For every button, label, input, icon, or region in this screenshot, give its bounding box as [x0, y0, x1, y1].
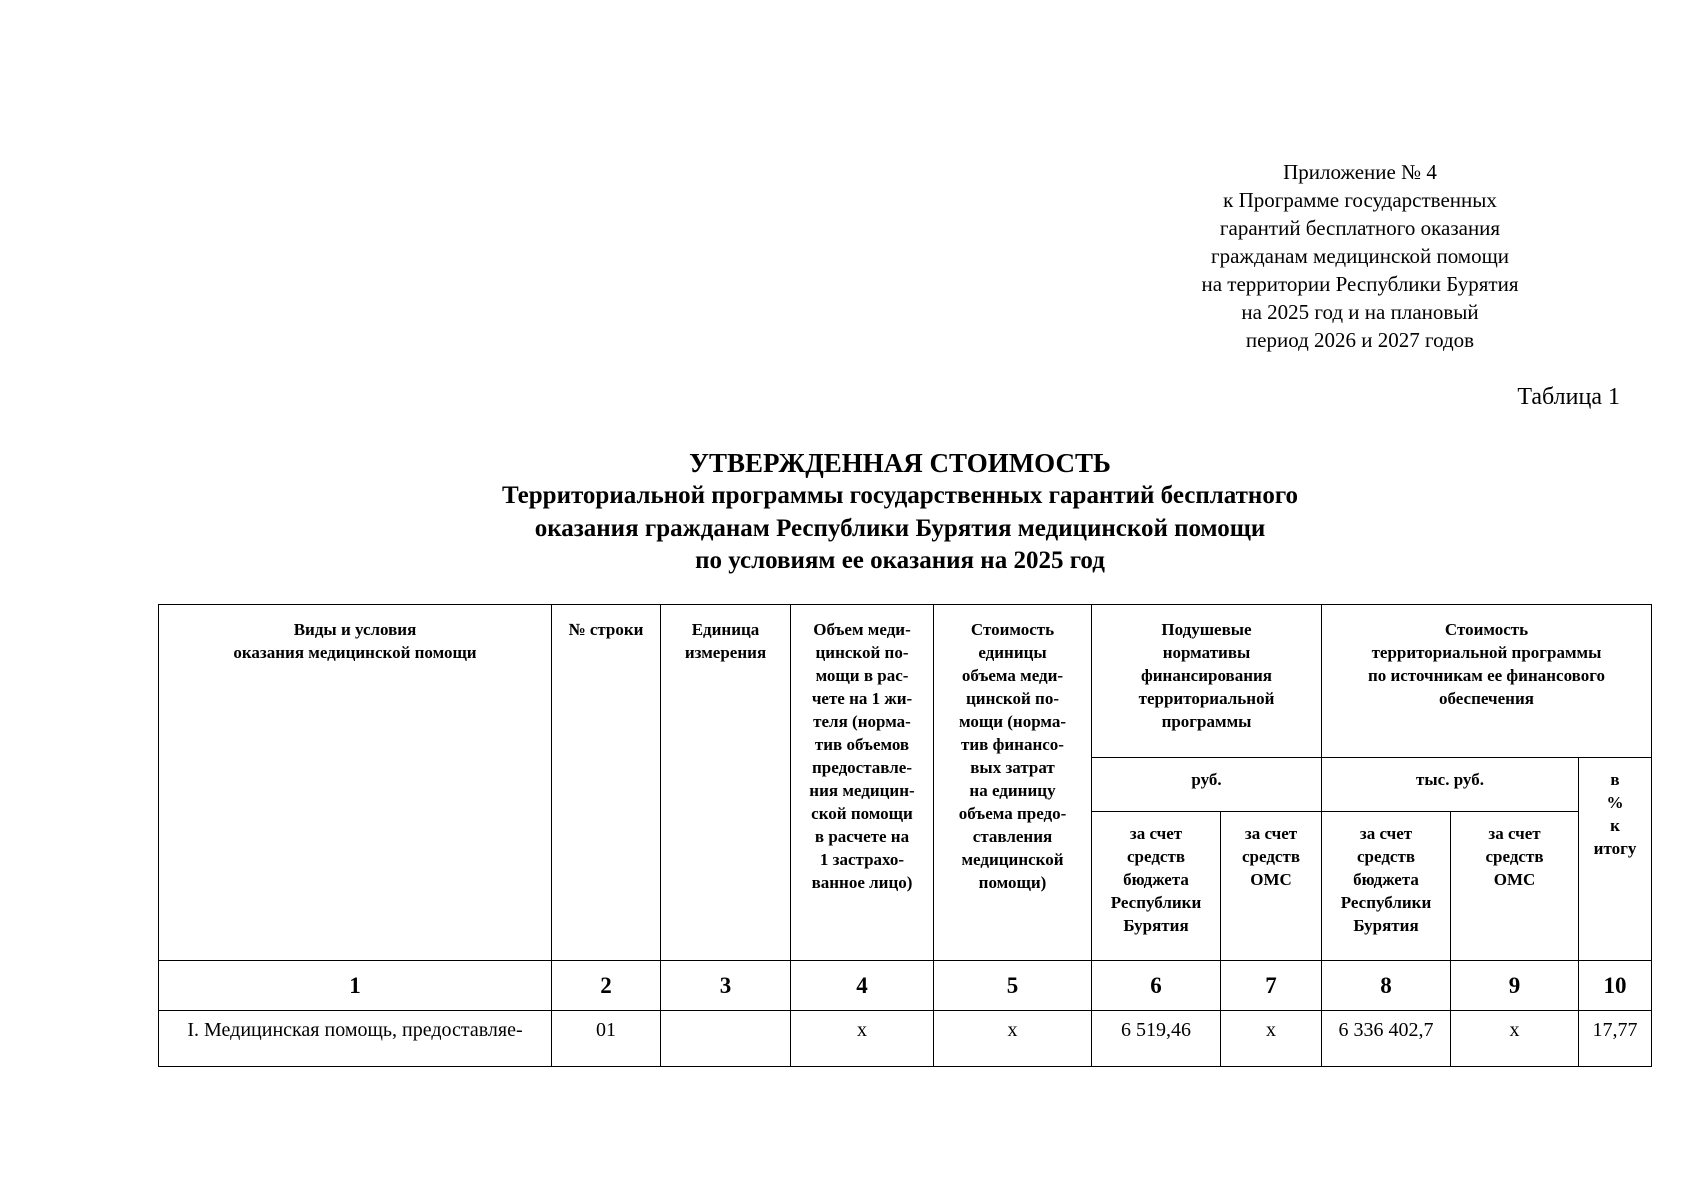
header-text-line: за счет [1129, 824, 1183, 843]
header-text-line: оказания медицинской помощи [233, 643, 477, 662]
column-number: 1 [159, 961, 552, 1011]
row-unit [661, 1011, 791, 1067]
header-text-line: за счет [1488, 824, 1541, 843]
row-volume: х [791, 1011, 934, 1067]
header-text-line: на единицу [969, 781, 1056, 800]
row-unit-cost: х [934, 1011, 1092, 1067]
header-text-line: Подушевые [1161, 620, 1252, 639]
header-unit [661, 605, 791, 961]
header-text-line: средств [1127, 847, 1185, 866]
header-text-line: № строки [568, 620, 644, 639]
header-text-line: бюджета [1353, 870, 1419, 889]
header-text-line: средств [1485, 847, 1544, 866]
table-label: Таблица 1 [1517, 384, 1620, 410]
title-line: Территориальной программы государственных гарантий бесплатного [501, 482, 1299, 509]
header-cost-group [1322, 605, 1652, 758]
header-text-line: ской помощи [811, 804, 913, 823]
header-text-line: чете на 1 жи- [811, 689, 913, 708]
row-name: I. Медицинская помощь, предоставляе- [159, 1011, 552, 1067]
header-text-line: территориальной [1138, 689, 1275, 708]
header-unit-cost [934, 605, 1092, 961]
header-cost-oms [1451, 812, 1579, 961]
header-text-line: территориальной программы [1371, 643, 1602, 662]
header-text-line: Республики [1340, 893, 1432, 912]
title-line: по условиям ее оказания на 2025 год [695, 547, 1105, 574]
header-text-line: мощи в рас- [815, 666, 909, 685]
header-text-line: объема меди- [961, 666, 1064, 685]
header-per-capita-group [1092, 605, 1322, 758]
header-text-line: помощи) [978, 873, 1047, 892]
header-text-line: средств [1357, 847, 1415, 866]
header-text-line: ОМС [1493, 870, 1536, 889]
document-title [150, 446, 1650, 578]
header-text-line: итогу [1593, 839, 1637, 858]
header-text-line: Стоимость [1444, 620, 1529, 639]
header-text-line: медицинской [961, 850, 1064, 869]
header-text-line: Республики [1110, 893, 1202, 912]
appendix-line: на территории Республики Бурятия [1201, 272, 1519, 296]
header-percapita-oms [1221, 812, 1322, 961]
header-text-line: тив финансо- [961, 735, 1064, 754]
appendix-line: на 2025 год и на плановый [1241, 300, 1479, 324]
header-text-line: тив объемов [814, 735, 910, 754]
header-text-line: Бурятия [1353, 916, 1419, 935]
title-main: УТВЕРЖДЕННАЯ СТОИМОСТЬ [689, 448, 1111, 478]
header-volume [791, 605, 934, 961]
header-text-line: Стоимость [970, 620, 1055, 639]
title-line: оказания гражданам Республики Бурятия медицинской помощи [534, 514, 1266, 542]
header-text-line: ния медицин- [809, 781, 915, 800]
row-percapita-oms: х [1221, 1011, 1322, 1067]
header-text-line: к [1610, 816, 1620, 835]
column-number: 8 [1322, 961, 1451, 1011]
header-row-number [552, 605, 661, 961]
appendix-line: гражданам медицинской помощи [1211, 244, 1509, 268]
appendix-line: период 2026 и 2027 годов [1245, 328, 1475, 352]
header-text-line: мощи (норма- [958, 712, 1067, 731]
header-text-line: измерения [684, 643, 767, 662]
header-text-line: Единица [691, 620, 760, 639]
column-number: 2 [552, 961, 661, 1011]
header-unit-thous-rub: тыс. руб. [1322, 758, 1579, 812]
header-text-line: в [1610, 770, 1620, 789]
row-percapita-budget: 6 519,46 [1092, 1011, 1221, 1067]
column-number: 6 [1092, 961, 1221, 1011]
header-text-line: обеспечения [1439, 689, 1534, 708]
header-text-line: объема предо- [958, 804, 1067, 823]
row-cost-budget: 6 336 402,7 [1322, 1011, 1451, 1067]
header-text-line: Виды и условия [293, 620, 417, 639]
header-text-line: нормативы [1162, 643, 1251, 662]
appendix-line: Приложение № 4 [1283, 160, 1437, 184]
column-number: 5 [934, 961, 1092, 1011]
table-row [159, 1011, 1652, 1067]
header-text-line: предоставле- [812, 758, 912, 777]
cost-table [158, 604, 1652, 1067]
appendix-line: к Программе государственных [1223, 188, 1497, 212]
header-unit-rub: руб. [1092, 758, 1322, 812]
column-number: 10 [1579, 961, 1652, 1011]
header-text-line: программы [1161, 712, 1252, 731]
header-text-line: бюджета [1123, 870, 1189, 889]
column-number: 3 [661, 961, 791, 1011]
header-text-line: цинской по- [815, 643, 909, 662]
appendix-block [1150, 158, 1570, 354]
header-cost-budget [1322, 812, 1451, 961]
header-text-line: ОМС [1250, 870, 1292, 889]
header-text-line: Объем меди- [813, 620, 911, 639]
header-text-line: Бурятия [1123, 916, 1189, 935]
column-numbers-row [159, 961, 1652, 1011]
header-percent-of-total [1579, 758, 1652, 961]
header-text-line: цинской по- [965, 689, 1059, 708]
header-text-line: 1 застрахо- [819, 850, 905, 869]
row-cost-oms: х [1451, 1011, 1579, 1067]
column-number: 9 [1451, 961, 1579, 1011]
header-text-line: вых затрат [970, 758, 1055, 777]
header-text-line: ставления [972, 827, 1053, 846]
header-types-conditions [159, 605, 552, 961]
header-text-line: в расчете на [814, 827, 910, 846]
header-text-line: средств [1242, 847, 1300, 866]
row-percent: 17,77 [1579, 1011, 1652, 1067]
header-text-line: за счет [1359, 824, 1413, 843]
header-text-line: по источникам ее финансового [1367, 666, 1606, 685]
header-text-line: единицы [978, 643, 1047, 662]
column-number: 7 [1221, 961, 1322, 1011]
header-text-line: за счет [1244, 824, 1298, 843]
header-text-line: теля (норма- [813, 712, 911, 731]
header-text-line: финансирования [1141, 666, 1272, 685]
header-percapita-budget [1092, 812, 1221, 961]
column-number: 4 [791, 961, 934, 1011]
header-text-line: % [1606, 793, 1624, 812]
header-text-line: ванное лицо) [811, 873, 913, 892]
appendix-line: гарантий бесплатного оказания [1219, 216, 1501, 240]
row-line-number: 01 [552, 1011, 661, 1067]
